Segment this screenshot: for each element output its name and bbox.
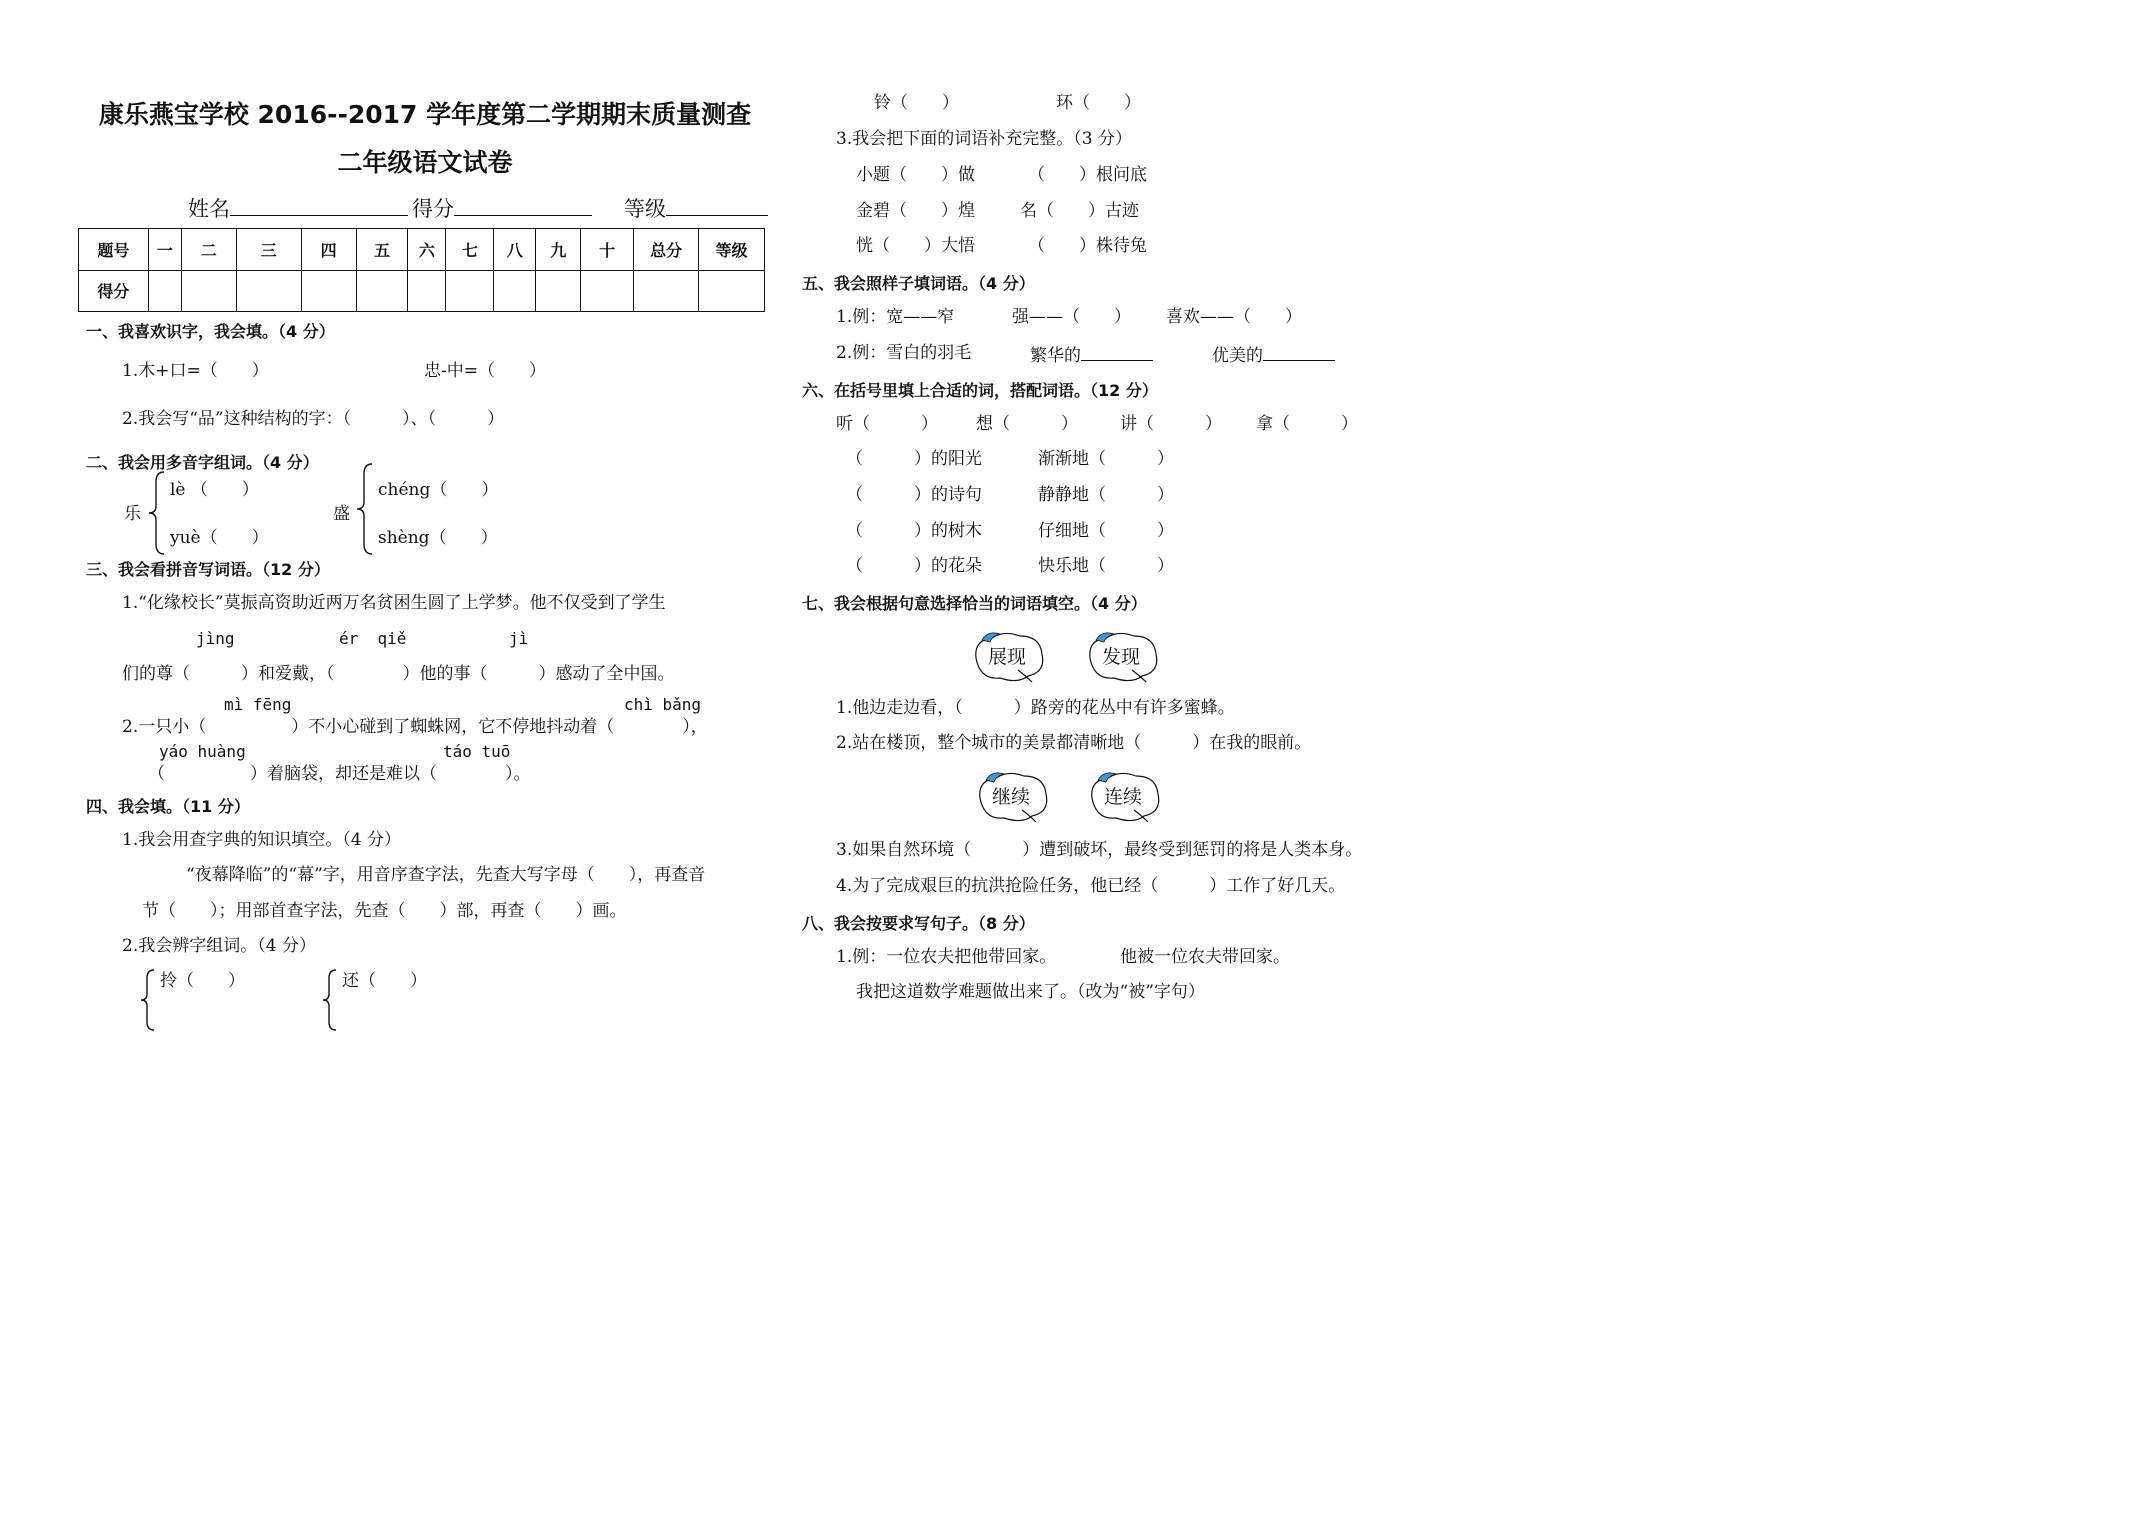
name-field[interactable] [188,193,408,223]
exam-title: 康乐燕宝学校 2016--2017 学年度第二学期期末质量测查 [98,100,752,129]
match-item: （ ）的诗句 [846,485,982,505]
question-4-1b: 节（ ）；用部首查字法，先查（ ）部，再查（ ）画。 [142,901,627,921]
question-4-2c: 铃（ ） [874,93,959,113]
score-cell[interactable] [236,270,301,312]
question-5-2a: 2.例：雪白的羽毛 [836,343,972,363]
question-3-2: 2.一只小（ ）不小心碰到了蜘蛛网，它不停地抖动着（ ）， [122,717,708,737]
table-header-cell: 八 [494,229,536,271]
question-5-1a: 1.例：宽——窄 [836,307,955,327]
score-label: 得分 [412,197,454,221]
section-6-heading: 六、在括号里填上合适的词，搭配词语。（12 分） [802,381,1158,400]
question-1-1b: 忠-中=（ ） [424,361,546,381]
question-5-2c-label: 优美的 [1212,346,1263,366]
question-8-1c: 我把这道数学难题做出来了。（改为“被”字句） [856,982,1205,1002]
pinyin-cheng: chéng（ ） [378,480,499,500]
grade-field[interactable] [624,193,768,223]
question-7-4: 4.为了完成艰巨的抗洪抢险任务，他已经（ ）工作了好几天。 [836,876,1346,896]
question-7-3: 3.如果自然环境（ ）遭到破坏，最终受到惩罚的将是人类本身。 [836,840,1363,860]
question-4-2a: 拎（ ） [160,971,245,991]
question-8-1a: 1.例：一位农夫把他带回家。 [836,947,1057,967]
score-table-header-row [79,229,765,271]
idiom-item: 名（ ）古迹 [1020,201,1139,221]
match-item: 渐渐地（ ） [1038,449,1174,469]
score-table-row [79,270,765,312]
score-field[interactable] [412,193,592,223]
word-choice: 继续 [991,786,1030,808]
question-7-1: 1.他边走边看，（ ）路旁的花丛中有许多蜜蜂。 [836,698,1235,718]
pinyin-hint: chì bǎng [624,695,702,714]
word-choice-leaf [1086,768,1162,824]
pinyin-hint: ér qiě [339,629,407,648]
match-item: 拿（ ） [1256,414,1358,434]
score-cell[interactable] [581,270,634,312]
match-item: 想（ ） [976,414,1078,434]
exam-subtitle: 二年级语文试卷 [337,148,513,177]
question-3-1: 1.“化缘校长”莫振高资助近两万名贫困生圆了上学梦。他不仅受到了学生 [122,593,666,613]
match-item: （ ）的花朵 [846,556,982,576]
brace-icon [146,470,166,556]
idiom-item: 金碧（ ）煌 [856,201,975,221]
idiom-item: 小题（ ）做 [856,165,975,185]
idiom-item: （ ）根问底 [1028,165,1147,185]
brace-icon [354,462,374,556]
score-cell[interactable] [699,270,765,312]
pinyin-hint: táo tuō [443,742,511,761]
section-1-heading: 一、我喜欢识字，我会填。（4 分） [86,322,335,341]
idiom-item: 恍（ ）大悟 [856,236,975,256]
pinyin-sheng: shèng（ ） [378,528,498,548]
match-item: （ ）的阳光 [846,449,982,469]
word-choice-leaf [970,628,1046,684]
question-4-2b: 还（ ） [342,971,427,991]
question-4-3: 3.我会把下面的词语补充完整。（3 分） [836,129,1132,149]
score-cell[interactable] [301,270,356,312]
question-5-2c[interactable] [1212,342,1335,367]
question-7-2: 2.站在楼顶，整个城市的美景都清晰地（ ）在我的眼前。 [836,733,1312,753]
pinyin-hint: jìng [196,629,235,648]
pinyin-le: lè （ ） [170,480,259,500]
score-cell[interactable] [494,270,536,312]
table-header-cell: 十 [581,229,634,271]
grade-label: 等级 [624,197,666,221]
question-3-2b: （ ）着脑袋，却还是难以（ ）。 [148,764,531,784]
match-item: 仔细地（ ） [1038,521,1174,541]
question-1-2: 2.我会写“品”这种结构的字：（ ）、（ ） [122,409,505,429]
match-item: 快乐地（ ） [1038,556,1174,576]
question-5-2b-label: 繁华的 [1030,346,1081,366]
brace-icon [138,968,158,1032]
table-header-cell: 七 [446,229,494,271]
question-1-1a: 1.木+口=（ ） [122,361,269,381]
question-5-1c: 喜欢——（ ） [1166,307,1302,327]
score-cell[interactable] [356,270,408,312]
question-4-1: 1.我会用查字典的知识填空。（4 分） [122,830,401,850]
pinyin-yue: yuè（ ） [170,528,269,548]
table-header-cell: 五 [356,229,408,271]
question-8-1b: 他被一位农夫带回家。 [1120,947,1290,967]
table-header-cell: 一 [148,229,181,271]
name-label: 姓名 [188,197,230,221]
match-item: 听（ ） [836,414,938,434]
section-2-heading: 二、我会用多音字组词。（4 分） [86,453,319,472]
polyphone-char-le: 乐 [124,504,141,524]
pinyin-hint: jì [509,629,529,648]
section-4-heading: 四、我会填。（11 分） [86,797,250,816]
word-choice: 展现 [987,646,1026,668]
word-choice: 发现 [1101,646,1140,668]
match-item: 讲（ ） [1120,414,1222,434]
table-header-cell: 二 [181,229,236,271]
table-header-cell: 总分 [634,229,699,271]
word-choice-leaf [974,768,1050,824]
question-4-2d: 环（ ） [1056,93,1141,113]
match-item: （ ）的树木 [846,521,982,541]
question-5-1b: 强——（ ） [1012,307,1131,327]
table-header-cell: 六 [408,229,446,271]
score-cell[interactable] [446,270,494,312]
section-5-heading: 五、我会照样子填词语。（4 分） [802,274,1035,293]
match-item: 静静地（ ） [1038,485,1174,505]
score-cell[interactable] [148,270,181,312]
table-header-cell: 四 [301,229,356,271]
idiom-item: （ ）株待兔 [1028,236,1147,256]
word-choice-leaf [1084,628,1160,684]
score-table [78,228,765,312]
question-4-1a: “夜幕降临”的“幕”字，用音序查字法，先查大写字母（ ），再查音 [186,865,706,885]
score-cell[interactable] [536,270,581,312]
score-cell[interactable] [408,270,446,312]
question-5-2b[interactable] [1030,342,1153,367]
section-8-heading: 八、我会按要求写句子。（8 分） [802,914,1035,933]
table-header-cell: 九 [536,229,581,271]
pinyin-hint: yáo huàng [159,742,246,761]
section-3-heading: 三、我会看拼音写词语。（12 分） [86,560,330,579]
table-header-cell: 题号 [79,229,149,271]
section-7-heading: 七、我会根据句意选择恰当的词语填空。（4 分） [802,594,1147,613]
polyphone-char-sheng: 盛 [333,504,350,524]
question-3-1b: 们的尊（ ）和爱戴，（ ）他的事（ ）感动了全中国。 [122,664,675,684]
question-4-2: 2.我会辨字组词。（4 分） [122,936,316,956]
table-header-cell: 等级 [699,229,765,271]
brace-icon [320,968,340,1032]
pinyin-hint: mì fēng [224,695,292,714]
table-header-cell: 三 [236,229,301,271]
score-cell[interactable] [181,270,236,312]
word-choice: 连续 [1103,786,1142,808]
table-row-label: 得分 [79,270,149,312]
score-cell[interactable] [634,270,699,312]
